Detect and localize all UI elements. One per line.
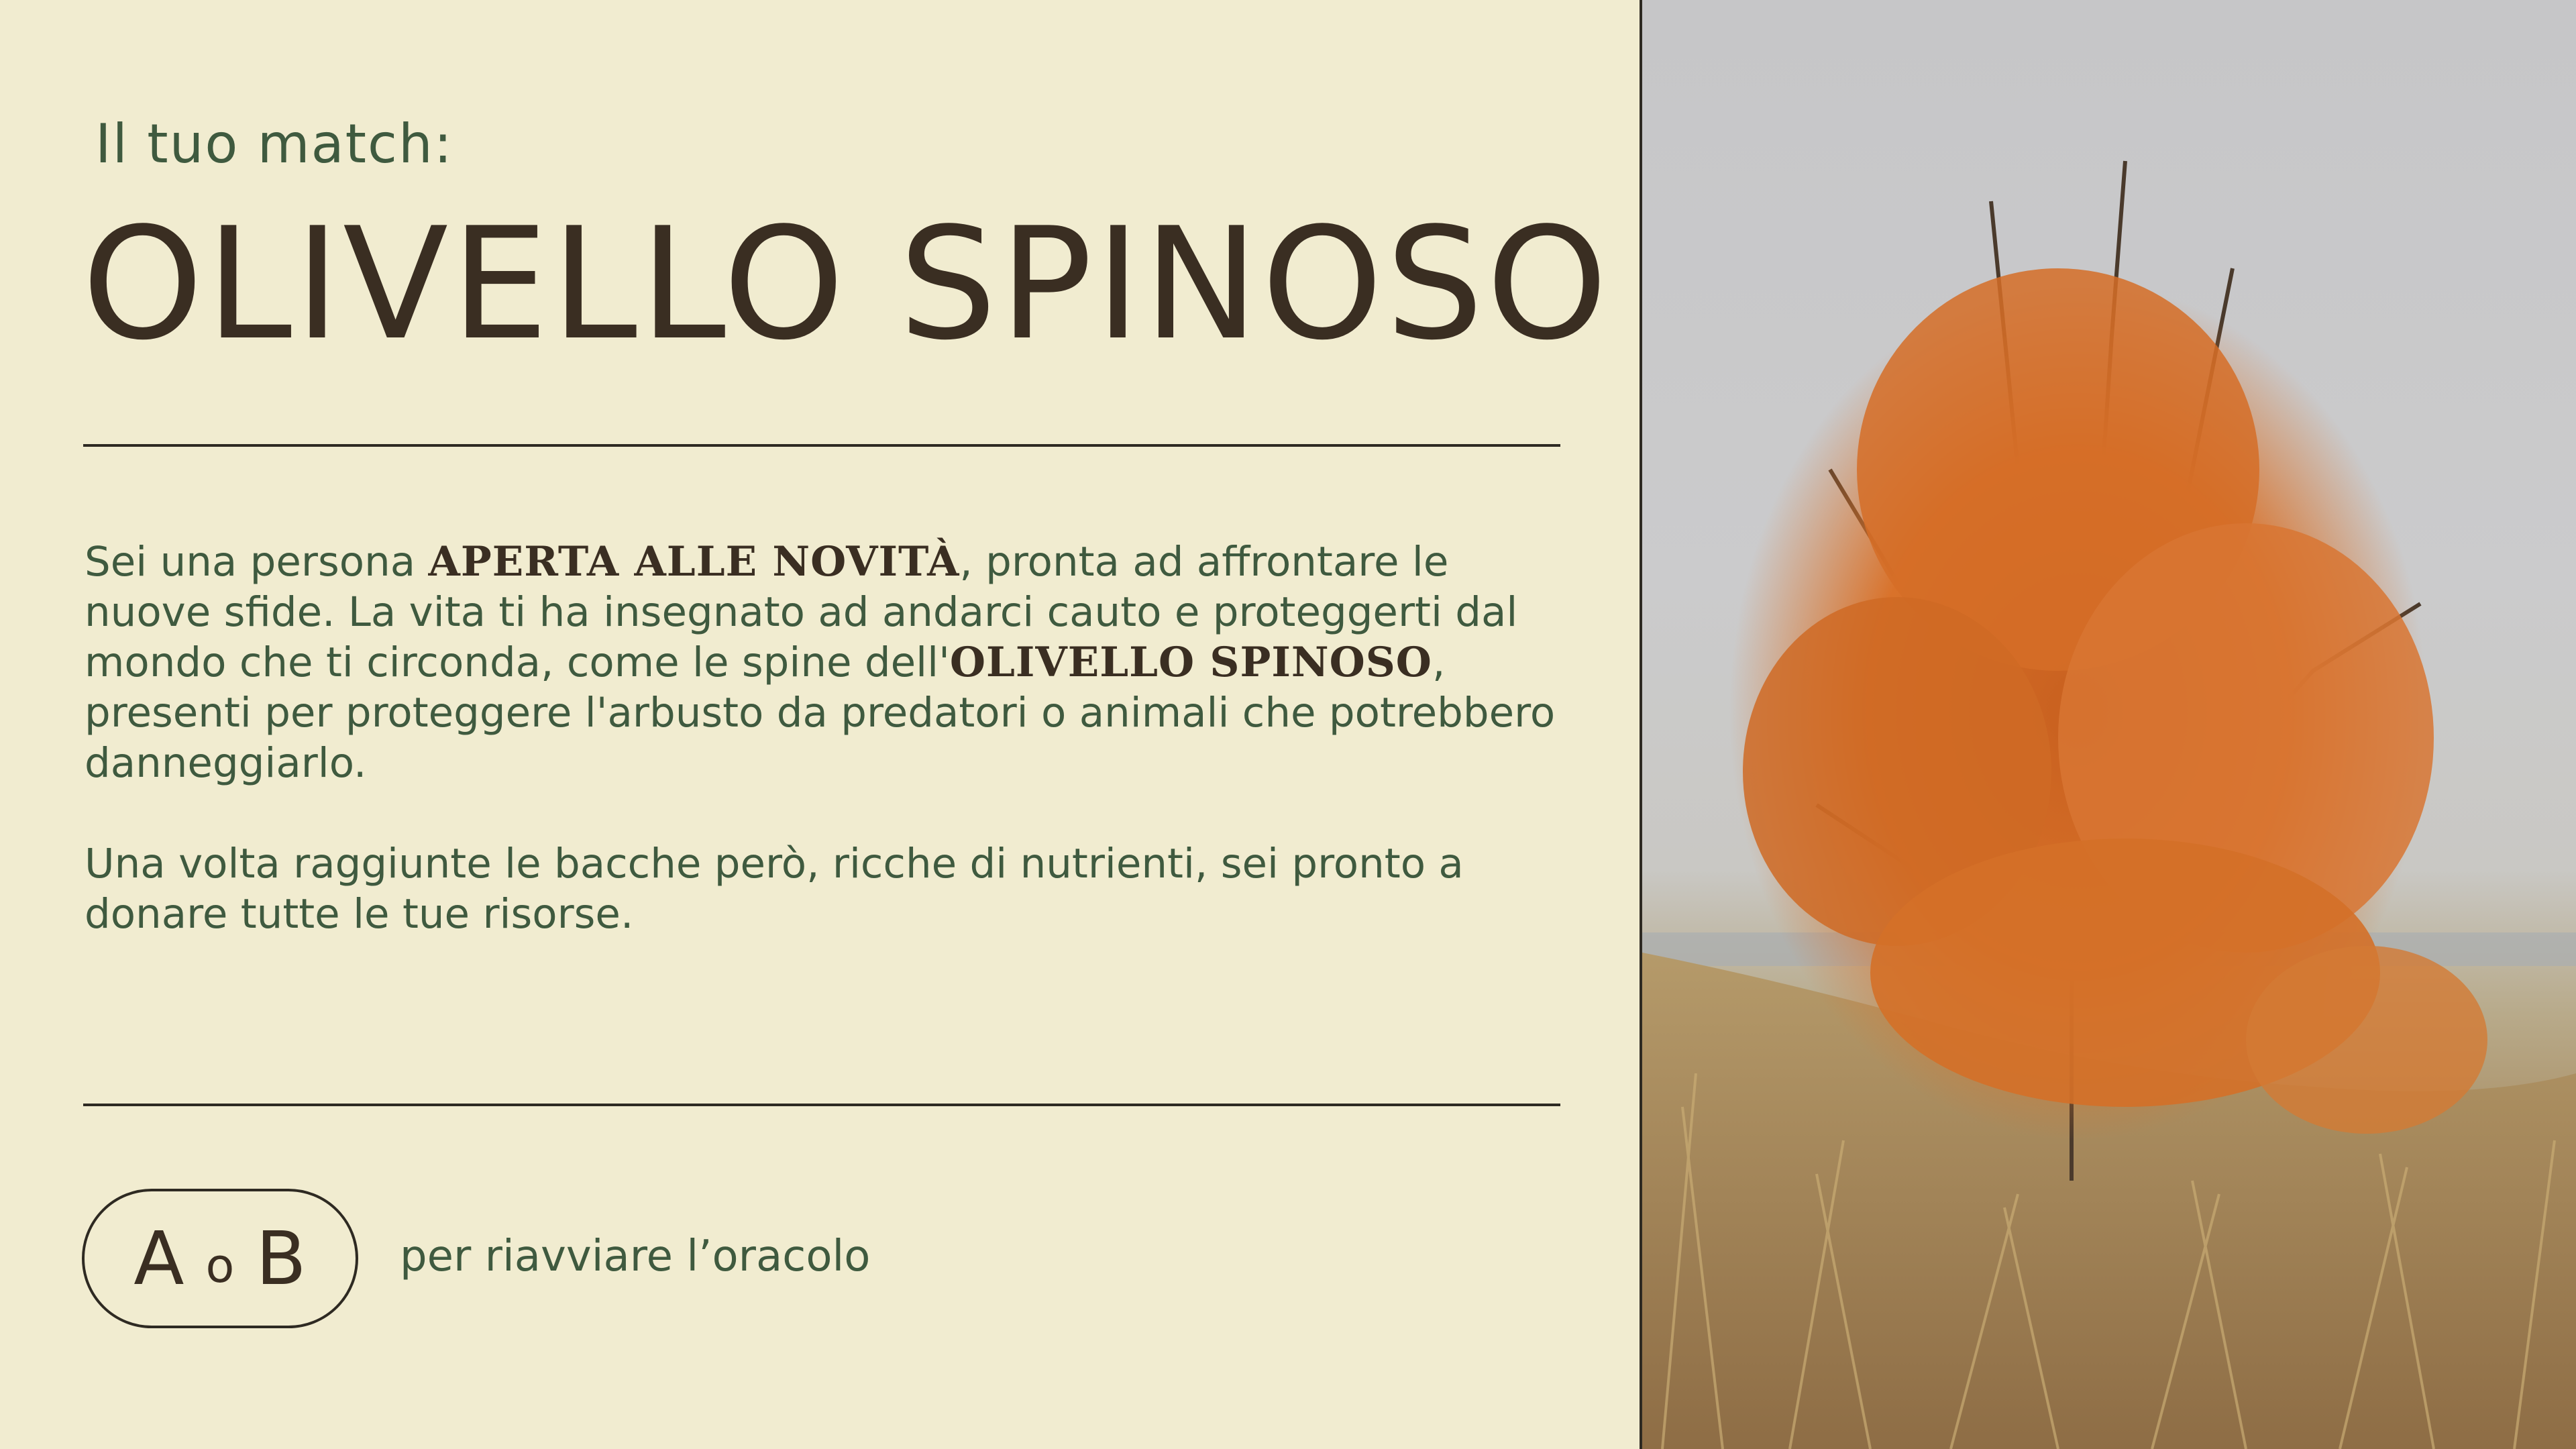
restart-label: per riavviare l’oracolo: [400, 1232, 871, 1281]
description-text: , presenti per proteggere l'arbusto da predatori o animali che potrebbero danneggiarlo.: [85, 639, 1556, 787]
sea-buckthorn-bush-icon: [1642, 0, 2576, 1449]
match-subtitle: Il tuo match:: [95, 113, 453, 175]
description-text: , pronta ad affrontare le nuove sfide. La vita ti ha insegnato ad andarci cauto e proteggerti dal mondo che ti circonda, come le spine dell': [85, 538, 1518, 686]
key-a-label: A: [133, 1216, 184, 1301]
bottom-divider: [83, 1104, 1560, 1106]
highlight-trait: APERTA ALLE NOVITÀ: [428, 538, 960, 586]
top-divider: [83, 444, 1560, 447]
match-title: OLIVELLO SPINOSO: [82, 195, 1611, 374]
description-paragraph-2: Una volta raggiunte le bacche però, ricche di nutrienti, sei pronto a donare tutte le tue risorse.: [85, 840, 1464, 938]
highlight-plant: OLIVELLO SPINOSO: [949, 639, 1432, 686]
key-b-label: B: [256, 1216, 307, 1301]
key-or-label: o: [205, 1238, 235, 1293]
sea-buckthorn-photo: [1642, 0, 2576, 1449]
restart-keys-hint[interactable]: [82, 1189, 358, 1328]
description-text: Sei una persona: [85, 538, 429, 586]
description-paragraph-1: [85, 537, 1574, 788]
description: [85, 537, 1574, 989]
